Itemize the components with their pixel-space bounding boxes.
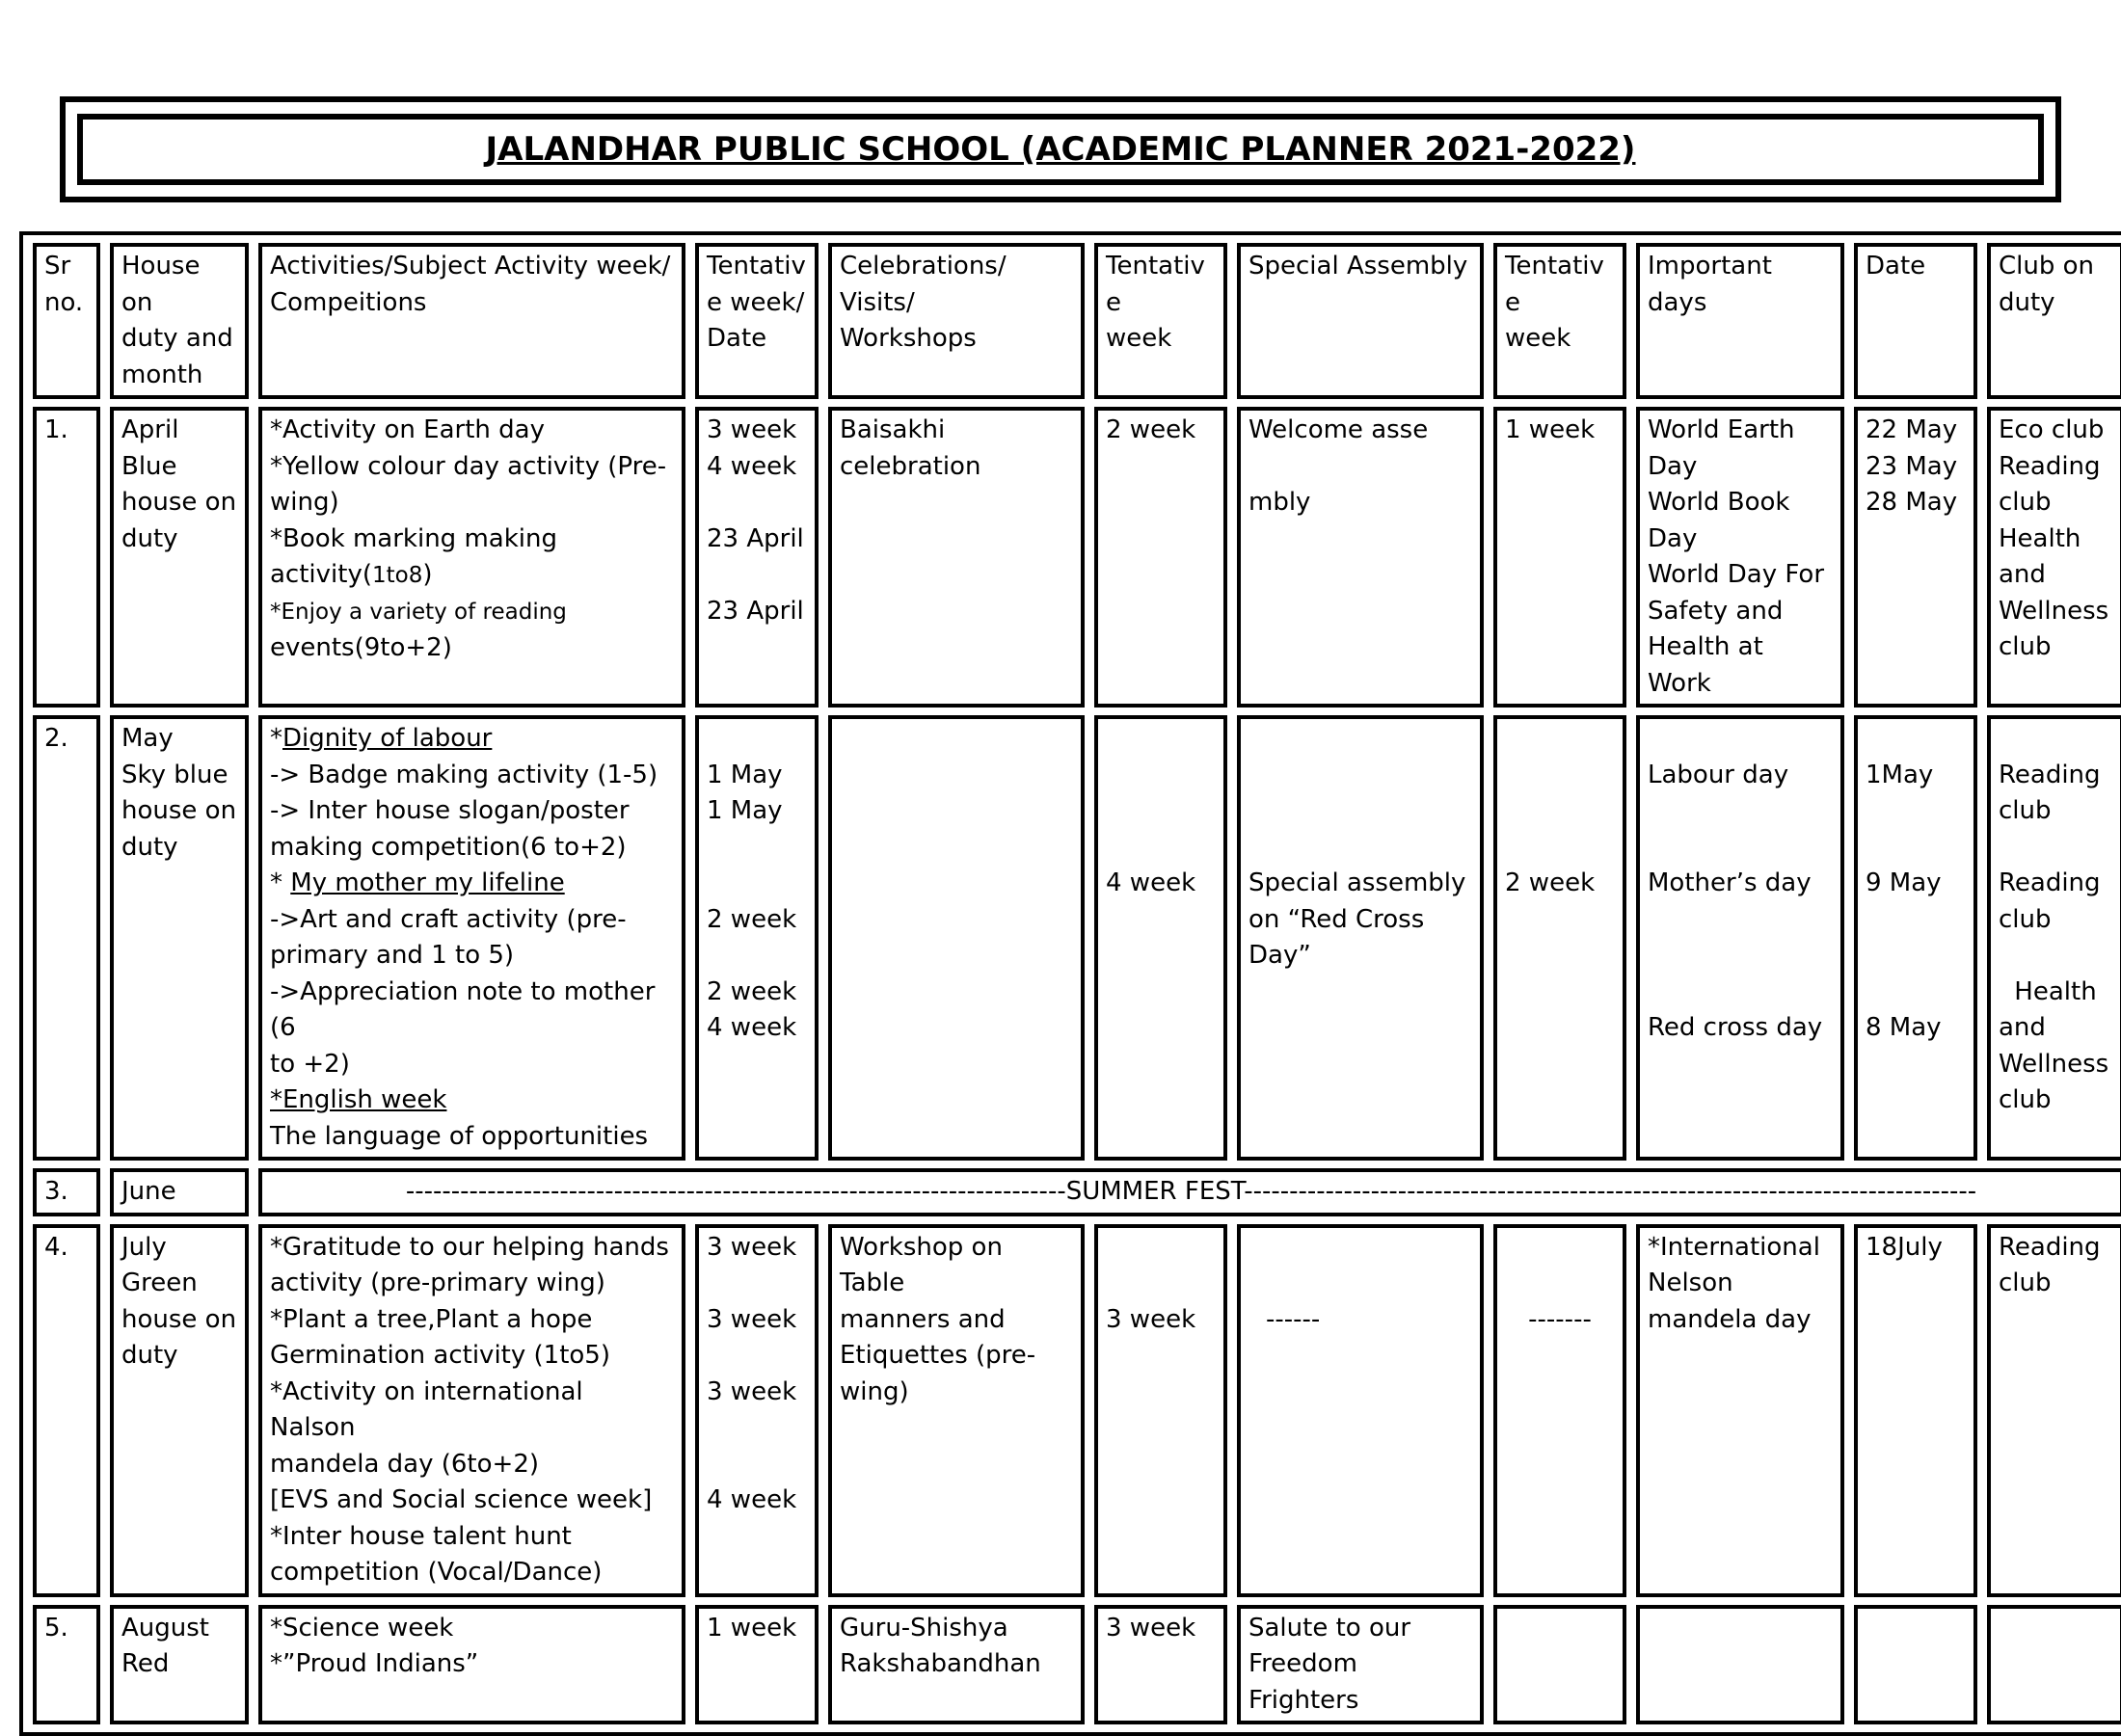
title-inner-frame <box>77 114 2044 185</box>
header-date: Date <box>1854 243 1977 399</box>
sr-cell: 3. <box>33 1168 100 1216</box>
table-row-july <box>33 1224 2121 1597</box>
activities-cell: *Gratitude to our helping hands activity (pre-primary wing) *Plant a tree,Plant a hope Germination activity (1to5) *Activity on international Nalson mandela day (6to+2) [EVS and Social science week] *Inter house talent hunt competition (Vocal/Dance) <box>258 1224 685 1597</box>
tentative-date-cell: 3 week 4 week 23 April 23 April <box>695 407 819 708</box>
date-cell <box>1854 1605 1977 1725</box>
celebrations-cell <box>828 715 1085 1161</box>
header-tentative-week-1: Tentative week <box>1094 243 1227 399</box>
table-row-april <box>33 407 2121 708</box>
important-days-cell: Labour day Mother’s day Red cross day <box>1636 715 1844 1161</box>
special-assembly-cell: Salute to our Freedom Frighters <box>1237 1605 1484 1725</box>
club-cell <box>1987 1605 2121 1725</box>
sr-cell: 1. <box>33 407 100 708</box>
house-cell: August Red <box>110 1605 249 1725</box>
sr-cell: 4. <box>33 1224 100 1597</box>
table-row-august <box>33 1605 2121 1725</box>
date-cell: 1May 9 May 8 May <box>1854 715 1977 1161</box>
academic-planner-table <box>19 231 2121 1736</box>
celebrations-cell: Guru-Shishya Rakshabandhan <box>828 1605 1085 1725</box>
activities-cell: *Activity on Earth day *Yellow colour day activity (Pre- wing) *Book marking making activity(1to8) *Enjoy a variety of reading events(9to+2) <box>258 407 685 708</box>
header-celebrations: Celebrations/ Visits/ Workshops <box>828 243 1085 399</box>
sr-cell: 5. <box>33 1605 100 1725</box>
activities-cell: *Science week *”Proud Indians” <box>258 1605 685 1725</box>
header-tentative-week-2: Tentative week <box>1493 243 1626 399</box>
tentative-week-cell: 4 week <box>1094 715 1227 1161</box>
celebrations-cell: Baisakhi celebration <box>828 407 1085 708</box>
header-row <box>33 243 2121 399</box>
tentative-week-cell: 3 week <box>1094 1224 1227 1597</box>
page-title: JALANDHAR PUBLIC SCHOOL (ACADEMIC PLANNER 2021-2022) <box>485 130 1636 169</box>
important-days-cell <box>1636 1605 1844 1725</box>
celebrations-cell: Workshop on Table manners and Etiquettes (pre- wing) <box>828 1224 1085 1597</box>
important-days-cell: *International Nelson mandela day <box>1636 1224 1844 1597</box>
header-club: Club on duty <box>1987 243 2121 399</box>
special-assembly-cell: Welcome asse mbly <box>1237 407 1484 708</box>
special-assembly-cell: ------ <box>1237 1224 1484 1597</box>
header-activities: Activities/Subject Activity week/ Compeitions <box>258 243 685 399</box>
date-cell: 22 May 23 May 28 May <box>1854 407 1977 708</box>
activities-cell: *Dignity of labour -> Badge making activity (1-5) -> Inter house slogan/poster making competition(6 to+2) * My mother my lifeline ->Art and craft activity (pre- primary and 1 to 5) ->Appreciation note to mother (6 to +2) *English week The language of opportunities <box>258 715 685 1161</box>
tentative-week-cell: ------- <box>1493 1224 1626 1597</box>
header-sr: Sr no. <box>33 243 100 399</box>
club-cell: Eco club Reading club Health and Wellness club <box>1987 407 2121 708</box>
title-frame <box>60 96 2061 202</box>
sr-cell: 2. <box>33 715 100 1161</box>
summer-fest-banner: -------------------------------------------------------------------------SUMMER FEST--------------------------------------------------------------------------------- <box>258 1168 2121 1216</box>
table-row-june <box>33 1168 2121 1216</box>
club-cell: Reading club <box>1987 1224 2121 1597</box>
special-assembly-cell: Special assembly on “Red Cross Day” <box>1237 715 1484 1161</box>
header-important-days: Important days <box>1636 243 1844 399</box>
house-cell: April Blue house on duty <box>110 407 249 708</box>
house-cell: June <box>110 1168 249 1216</box>
header-tentative-date: Tentativ e week/ Date <box>695 243 819 399</box>
house-cell: May Sky blue house on duty <box>110 715 249 1161</box>
table-row-may <box>33 715 2121 1161</box>
tentative-week-cell: 2 week <box>1094 407 1227 708</box>
tentative-date-cell: 1 May 1 May 2 week 2 week 4 week <box>695 715 819 1161</box>
club-cell: Reading club Reading club Health and Wellness club <box>1987 715 2121 1161</box>
date-cell: 18July <box>1854 1224 1977 1597</box>
header-house: House on duty and month <box>110 243 249 399</box>
tentative-week-cell: 3 week <box>1094 1605 1227 1725</box>
house-cell: July Green house on duty <box>110 1224 249 1597</box>
header-special-assembly: Special Assembly <box>1237 243 1484 399</box>
tentative-date-cell: 3 week 3 week 3 week 4 week <box>695 1224 819 1597</box>
tentative-week-cell <box>1493 1605 1626 1725</box>
important-days-cell: World Earth Day World Book Day World Day For Safety and Health at Work <box>1636 407 1844 708</box>
tentative-week-cell: 2 week <box>1493 715 1626 1161</box>
tentative-week-cell: 1 week <box>1493 407 1626 708</box>
tentative-date-cell: 1 week <box>695 1605 819 1725</box>
